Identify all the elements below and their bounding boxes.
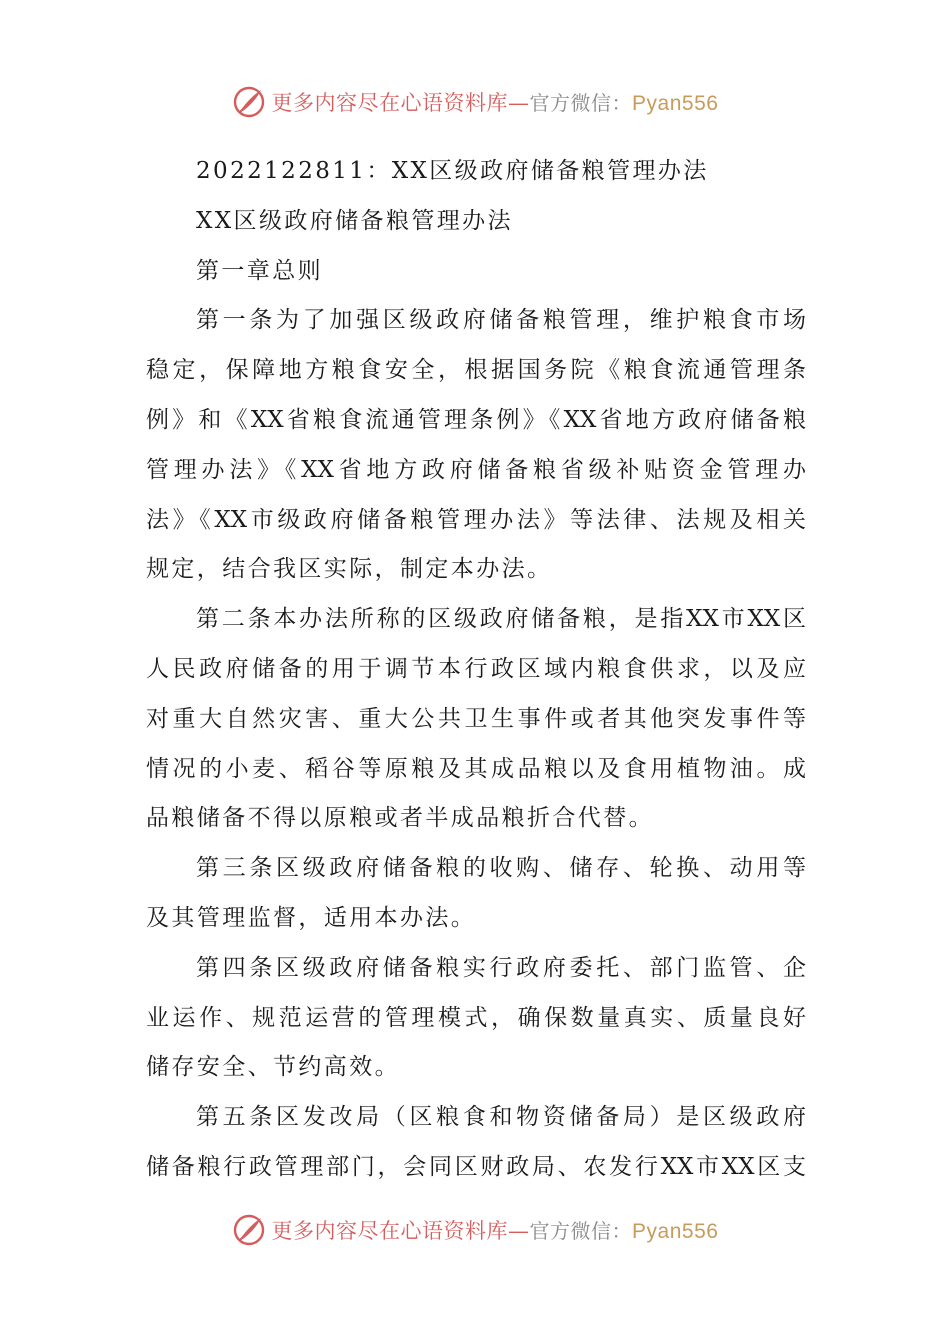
document-line: 对重大自然灾害、重大公共卫生事件或者其他突发事件等 [146, 705, 806, 732]
watermark-dash: — [508, 1219, 530, 1243]
watermark-text [272, 87, 719, 117]
document-line: 管理办法》《XX省地方政府储备粮省级补贴资金管理办 [146, 456, 806, 483]
document-line: 人民政府储备的用于调节本行政区域内粮食供求，以及应 [146, 655, 806, 682]
document-line: 第二条本办法所称的区级政府储备粮，是指XX市XX区 [196, 606, 806, 633]
document-line: XX区级政府储备粮管理办法 [196, 207, 513, 234]
watermark-main: 更多内容尽在心语资料库 [271, 91, 509, 115]
document-line: 及其管理监督，适用本办法。 [146, 904, 477, 931]
document-line: 储存安全、节约高效。 [146, 1054, 400, 1081]
quill-logo-icon [232, 1213, 266, 1247]
document-line: 第一条为了加强区级政府储备粮管理，维护粮食市场 [196, 307, 806, 334]
watermark-code: Pyan556 [632, 92, 719, 115]
watermark-header [0, 82, 950, 122]
document-line: 第五条区发改局（区粮食和物资储备局）是区级政府 [196, 1104, 806, 1131]
document-line: 第一章总则 [196, 257, 323, 284]
document-line: 2022122811：XX区级政府储备粮管理办法 [196, 158, 709, 184]
document-line: 规定，结合我区实际，制定本办法。 [146, 556, 553, 583]
document-body [146, 147, 806, 1193]
watermark-footer [0, 1210, 950, 1250]
watermark-code: Pyan556 [632, 1220, 719, 1243]
document-line: 情况的小麦、稻谷等原粮及其成品粮以及食用植物油。成 [146, 755, 806, 782]
watermark-main: 更多内容尽在心语资料库 [271, 1219, 509, 1243]
document-line: 品粮储备不得以原粮或者半成品粮折合代替。 [146, 805, 654, 832]
quill-logo-icon [232, 85, 266, 119]
document-line: 第三条区级政府储备粮的收购、储存、轮换、动用等 [196, 855, 806, 882]
watermark-sub: 官方微信： [529, 1219, 633, 1243]
document-line: 例》和《XX省粮食流通管理条例》《XX省地方政府储备粮 [146, 406, 806, 433]
watermark-sub: 官方微信： [529, 91, 633, 115]
document-line: 稳定，保障地方粮食安全，根据国务院《粮食流通管理条 [146, 357, 806, 384]
document-line: 业运作、规范运营的管理模式，确保数量真实、质量良好 [146, 1004, 806, 1031]
document-line: 第四条区级政府储备粮实行政府委托、部门监管、企 [196, 954, 806, 981]
watermark-dash: — [508, 91, 530, 115]
document-line: 储备粮行政管理部门，会同区财政局、农发行XX市XX区支 [146, 1153, 806, 1180]
document-line: 法》《XX市级政府储备粮管理办法》等法律、法规及相关 [146, 506, 806, 533]
watermark-text [272, 1215, 719, 1245]
